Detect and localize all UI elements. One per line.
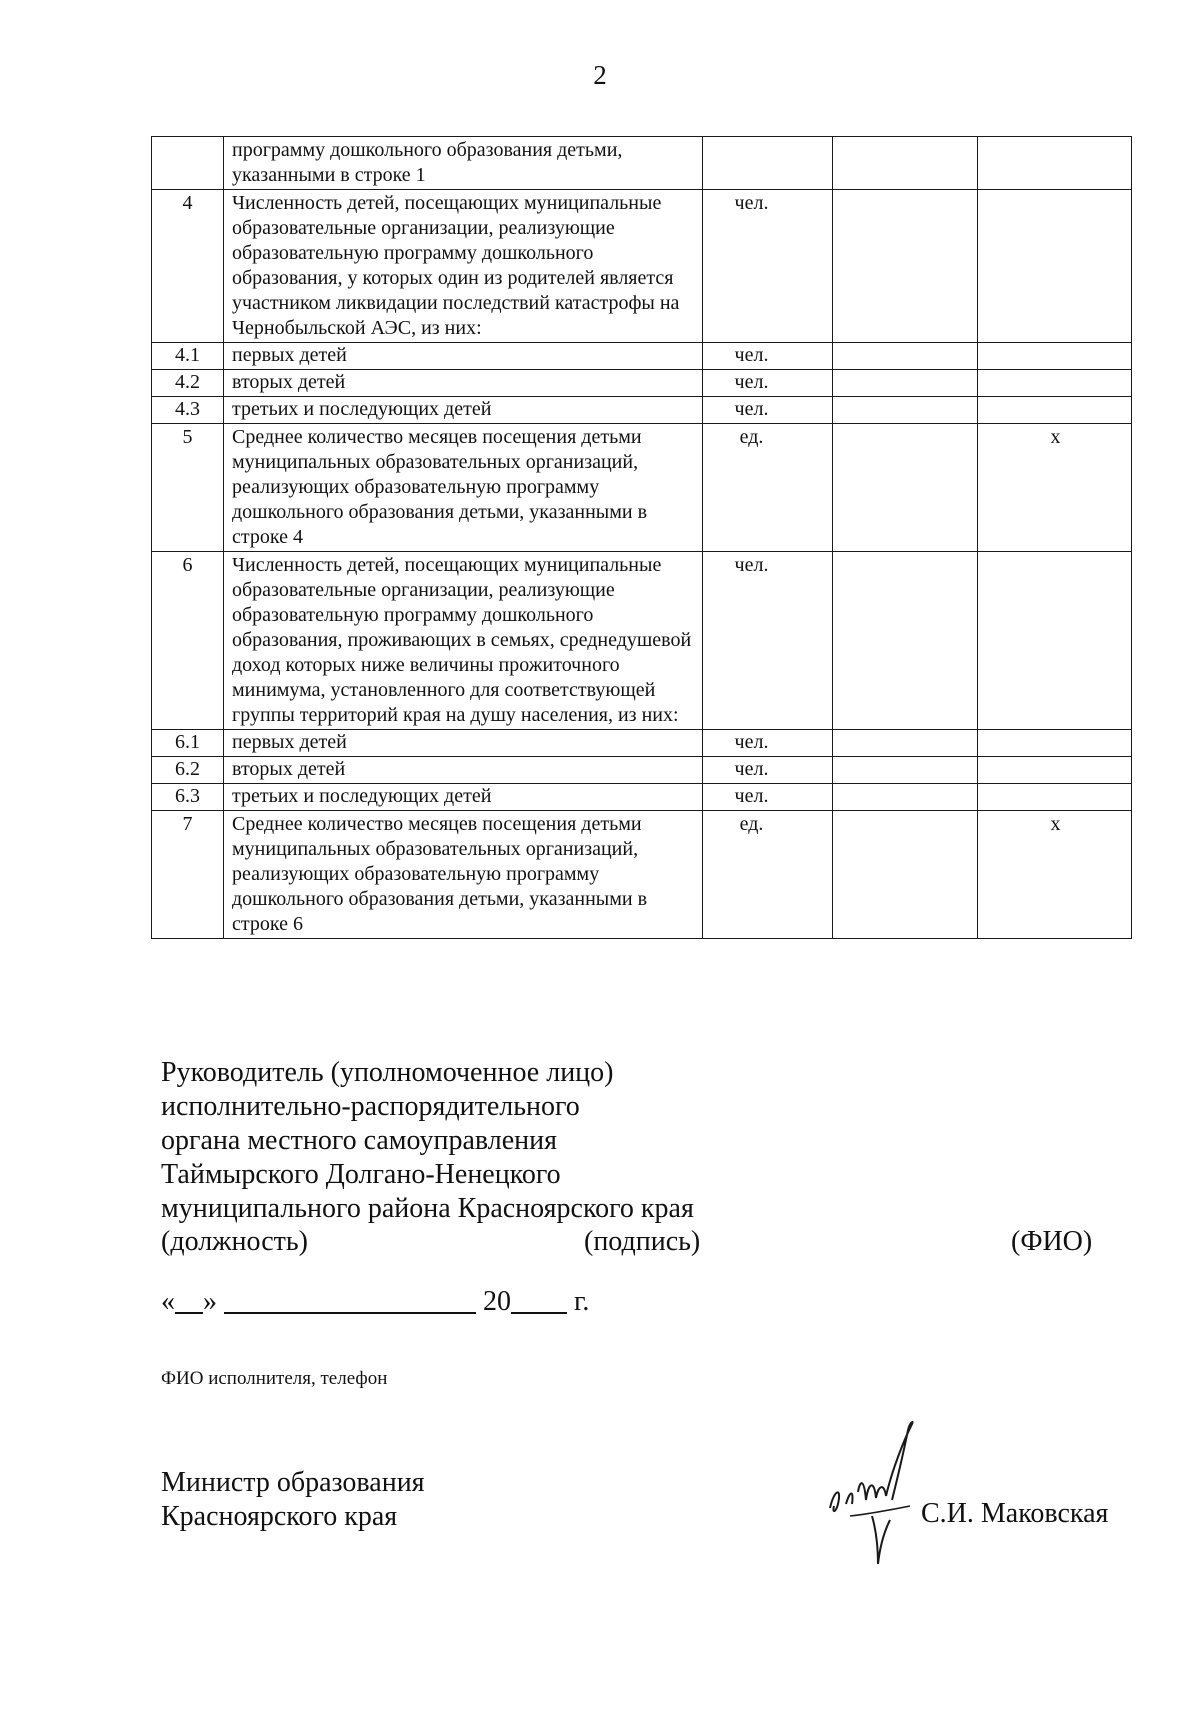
indicator-cell: третьих и последующих детей bbox=[224, 397, 703, 424]
value-cell bbox=[833, 784, 978, 811]
indicator-cell: вторых детей bbox=[224, 757, 703, 784]
table-row bbox=[152, 397, 1132, 424]
report-table bbox=[151, 136, 1132, 939]
value-cell bbox=[833, 552, 978, 730]
indicator-cell: Численность детей, посещающих муниципальные образовательные организации, реализующие образовательную программу дошкольного образования, проживающих в семьях, среднедушевой доход которых ниже величины прожиточного минимума, установленного для соответствующей группы территорий края на душу населения, из них: bbox=[224, 552, 703, 730]
unit-cell: чел. bbox=[703, 730, 833, 757]
table-row bbox=[152, 424, 1132, 552]
minister-name: С.И. Маковская bbox=[921, 1498, 1109, 1529]
indicator-cell: вторых детей bbox=[224, 370, 703, 397]
signature-block-line: Таймырского Долгано-Ненецкого bbox=[161, 1159, 561, 1190]
position-label: (должность) bbox=[161, 1226, 308, 1257]
value-cell bbox=[833, 190, 978, 343]
indicator-cell: первых детей bbox=[224, 343, 703, 370]
value-cell: х bbox=[978, 424, 1132, 552]
signature-block-line: муниципального района Красноярского края bbox=[161, 1193, 694, 1224]
table-row bbox=[152, 757, 1132, 784]
unit-cell: чел. bbox=[703, 757, 833, 784]
table-row bbox=[152, 190, 1132, 343]
signature-block-line: исполнительно-распорядительного bbox=[161, 1091, 580, 1122]
value-cell bbox=[833, 757, 978, 784]
value-cell bbox=[978, 757, 1132, 784]
value-cell bbox=[833, 730, 978, 757]
handwritten-signature bbox=[820, 1420, 930, 1570]
date-year-prefix: 20 bbox=[483, 1286, 511, 1317]
row-number-cell: 5 bbox=[152, 424, 224, 552]
value-cell bbox=[978, 784, 1132, 811]
indicator-cell: Среднее количество месяцев посещения детьми муниципальных образовательных организаций, реализующих образовательную программу дошкольного образования детьми, указанными в строке 6 bbox=[224, 811, 703, 939]
table-row bbox=[152, 811, 1132, 939]
table-row bbox=[152, 552, 1132, 730]
indicator-cell: программу дошкольного образования детьми, указанными в строке 1 bbox=[224, 137, 703, 190]
row-number-cell: 6.3 bbox=[152, 784, 224, 811]
table-row bbox=[152, 784, 1132, 811]
value-cell bbox=[978, 552, 1132, 730]
unit-cell: ед. bbox=[703, 424, 833, 552]
row-number-cell: 4.2 bbox=[152, 370, 224, 397]
minister-title-line: Министр образования bbox=[161, 1467, 425, 1498]
unit-cell: чел. bbox=[703, 784, 833, 811]
table-row bbox=[152, 343, 1132, 370]
signature-block-line: Руководитель (уполномоченное лицо) bbox=[161, 1057, 614, 1088]
indicator-cell: первых детей bbox=[224, 730, 703, 757]
date-open-quote: « bbox=[161, 1286, 175, 1317]
date-year-suffix: г. bbox=[574, 1286, 590, 1317]
row-number-cell bbox=[152, 137, 224, 190]
page-number: 2 bbox=[593, 60, 607, 90]
unit-cell bbox=[703, 137, 833, 190]
row-number-cell: 4.1 bbox=[152, 343, 224, 370]
value-cell bbox=[833, 811, 978, 939]
indicator-cell: Среднее количество месяцев посещения детьми муниципальных образовательных организаций, реализующих образовательную программу дошкольного образования детьми, указанными в строке 4 bbox=[224, 424, 703, 552]
name-label: (ФИО) bbox=[1011, 1226, 1093, 1257]
row-number-cell: 7 bbox=[152, 811, 224, 939]
row-number-cell: 6.1 bbox=[152, 730, 224, 757]
indicator-cell: третьих и последующих детей bbox=[224, 784, 703, 811]
report-table-body bbox=[152, 137, 1132, 939]
unit-cell: ед. bbox=[703, 811, 833, 939]
indicator-cell: Численность детей, посещающих муниципальные образовательные организации, реализующие образовательную программу дошкольного образования, у которых один из родителей является участником ликвидации последствий катастрофы на Чернобыльской АЭС, из них: bbox=[224, 190, 703, 343]
signature-label: (подпись) bbox=[584, 1226, 701, 1257]
minister-block bbox=[161, 1466, 425, 1534]
minister-title-line: Красноярского края bbox=[161, 1501, 398, 1532]
row-number-cell: 4.3 bbox=[152, 397, 224, 424]
unit-cell: чел. bbox=[703, 343, 833, 370]
table-row bbox=[152, 730, 1132, 757]
unit-cell: чел. bbox=[703, 370, 833, 397]
value-cell bbox=[833, 424, 978, 552]
unit-cell: чел. bbox=[703, 552, 833, 730]
value-cell bbox=[978, 190, 1132, 343]
row-number-cell: 4 bbox=[152, 190, 224, 343]
value-cell bbox=[833, 397, 978, 424]
table-row bbox=[152, 137, 1132, 190]
unit-cell: чел. bbox=[703, 190, 833, 343]
date-line bbox=[161, 1286, 589, 1318]
value-cell bbox=[978, 343, 1132, 370]
value-cell bbox=[978, 370, 1132, 397]
value-cell bbox=[833, 343, 978, 370]
value-cell: х bbox=[978, 811, 1132, 939]
signature-block bbox=[161, 1056, 694, 1226]
value-cell bbox=[978, 397, 1132, 424]
executor-note: ФИО исполнителя, телефон bbox=[161, 1368, 388, 1389]
row-number-cell: 6.2 bbox=[152, 757, 224, 784]
signature-block-line: органа местного самоуправления bbox=[161, 1125, 557, 1156]
value-cell bbox=[978, 137, 1132, 190]
table-row bbox=[152, 370, 1132, 397]
value-cell bbox=[833, 370, 978, 397]
unit-cell: чел. bbox=[703, 397, 833, 424]
row-number-cell: 6 bbox=[152, 552, 224, 730]
value-cell bbox=[978, 730, 1132, 757]
date-close-quote: » bbox=[203, 1286, 217, 1317]
value-cell bbox=[833, 137, 978, 190]
